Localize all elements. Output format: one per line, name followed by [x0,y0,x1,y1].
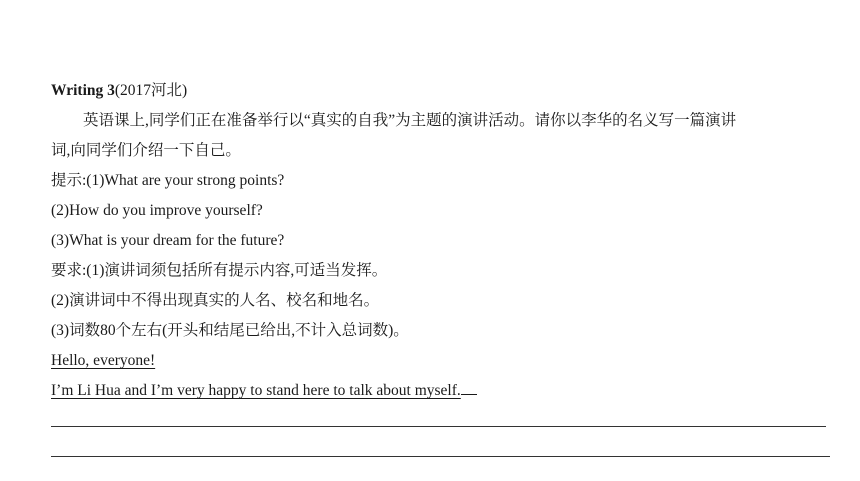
writing-heading [51,81,187,101]
answer-opening-2-row [51,381,477,401]
answer-blank-tail [461,393,477,395]
answer-opening-1: Hello, everyone! [51,352,156,369]
hint-2: (2)How do you improve yourself? [51,202,263,219]
writing-source: (2017河北) [114,82,188,99]
prompt-line-1: 英语课上,同学们正在准备举行以“真实的自我”为主题的演讲活动。请你以李华的名义写一篇演讲 [83,112,737,129]
answer-blank-line-1 [51,426,826,427]
writing-label: Writing 3 [51,82,115,99]
answer-opening-2: I’m Li Hua and I’m very happy to stand here to talk about myself. [51,382,461,399]
hint-3: (3)What is your dream for the future? [51,232,285,249]
prompt-line-2: 词,向同学们介绍一下自己。 [51,142,241,159]
requirement-3: (3)词数80个左右(开头和结尾已给出,不计入总词数)。 [51,322,409,339]
requirement-2: (2)演讲词中不得出现真实的人名、校名和地名。 [51,292,380,309]
answer-blank-line-2 [51,456,830,457]
requirement-1: 要求:(1)演讲词须包括所有提示内容,可适当发挥。 [51,262,388,279]
hint-1: 提示:(1)What are your strong points? [51,172,285,189]
